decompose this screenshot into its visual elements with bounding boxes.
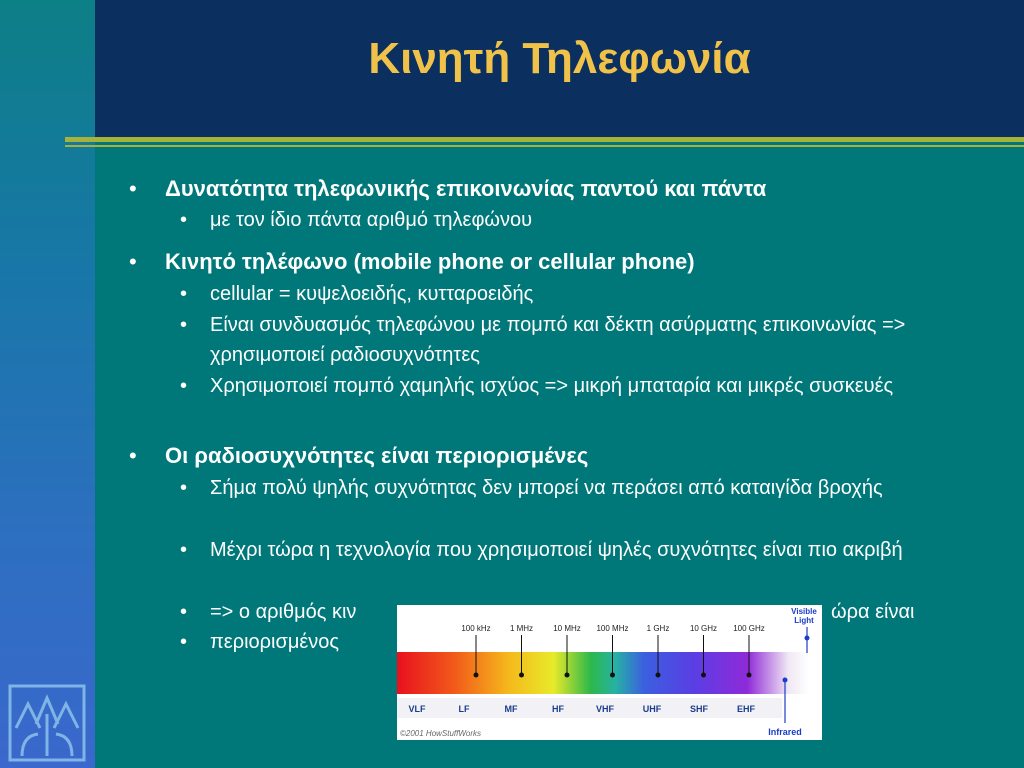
bullet-level2: • με τον ίδιο πάντα αριθμό τηλεφώνου [210, 205, 1018, 235]
frequency-tick-dot [565, 673, 570, 678]
bullet-level2: • => ο αριθμός κιν [210, 597, 356, 627]
band-label: UHF [642, 704, 662, 714]
band-label-strip [397, 698, 782, 718]
frequency-tick-label: 100 kHz [461, 624, 491, 633]
frequency-tick-label: 100 GHz [733, 624, 765, 633]
frequency-tick-dot [519, 673, 524, 678]
band-label: EHF [737, 704, 755, 714]
frequency-tick-dot [610, 673, 615, 678]
bullet-level1: • Οι ραδιοσυχνότητες είναι περιορισμένες [165, 443, 588, 469]
frequency-tick-dot [747, 673, 752, 678]
slide-title: Κινητή Τηλεφωνία [368, 34, 751, 83]
credit-text: ©2001 HowStuffWorks [400, 729, 482, 738]
band-label: LF [458, 704, 470, 714]
bullet-level2: • Χρησιμοποιεί πομπό χαμηλής ισχύος => μικρή μπαταρία και μικρές συσκευές [210, 371, 1018, 401]
frequency-tick-dot [474, 673, 479, 678]
bullet-level2: • Σήμα πολύ ψηλής συχνότητας δεν μπορεί να περάσει από καταιγίδα βροχής [210, 473, 1018, 503]
visible-light-label-2: Light [794, 616, 814, 625]
frequency-spectrum-image [397, 605, 822, 740]
visible-light-dot [805, 636, 810, 641]
bullet-level1: • Κινητό τηλέφωνο (mobile phone or cellular phone) [165, 249, 695, 275]
frequency-tick-label: 100 MHz [596, 624, 629, 633]
bullet-level2: • Είναι συνδυασμός τηλεφώνου με πομπό και δέκτη ασύρματης επικοινωνίας => χρησιμοποιεί ραδιοσυχνότητες [210, 310, 1018, 370]
band-label: VHF [596, 704, 614, 714]
band-label: HF [552, 704, 564, 714]
bullet-level1: • Δυνατότητα τηλεφωνικής επικοινωνίας παντού και πάντα [165, 176, 766, 202]
band-label: VLF [408, 704, 426, 714]
bullet-level2: • Μέχρι τώρα η τεχνολογία που χρησιμοποιεί ψηλές συχνότητες είναι πιο ακριβή [210, 535, 1018, 565]
frequency-tick-label: 10 MHz [553, 624, 581, 633]
infrared-dot [783, 678, 788, 683]
infrared-label: Infrared [768, 727, 802, 737]
band-label: SHF [690, 704, 708, 714]
frequency-tick-label: 1 MHz [509, 624, 534, 633]
spectrum-bar [397, 652, 809, 694]
frequency-tick-dot [656, 673, 661, 678]
bullet-continuation-text: • ώρα είναι [831, 597, 914, 627]
bullet-continuation-text: • περιορισμένος [210, 627, 339, 657]
visible-light-label-1: Visible [791, 607, 817, 616]
band-label: MF [504, 704, 518, 714]
frequency-tick-dot [701, 673, 706, 678]
frequency-tick-label: 10 GHz [689, 624, 718, 633]
frequency-tick-label: 1 GHz [646, 624, 670, 633]
university-logo [8, 684, 86, 762]
bullet-level2: • cellular = κυψελοειδής, κυτταροειδής [210, 279, 1018, 309]
